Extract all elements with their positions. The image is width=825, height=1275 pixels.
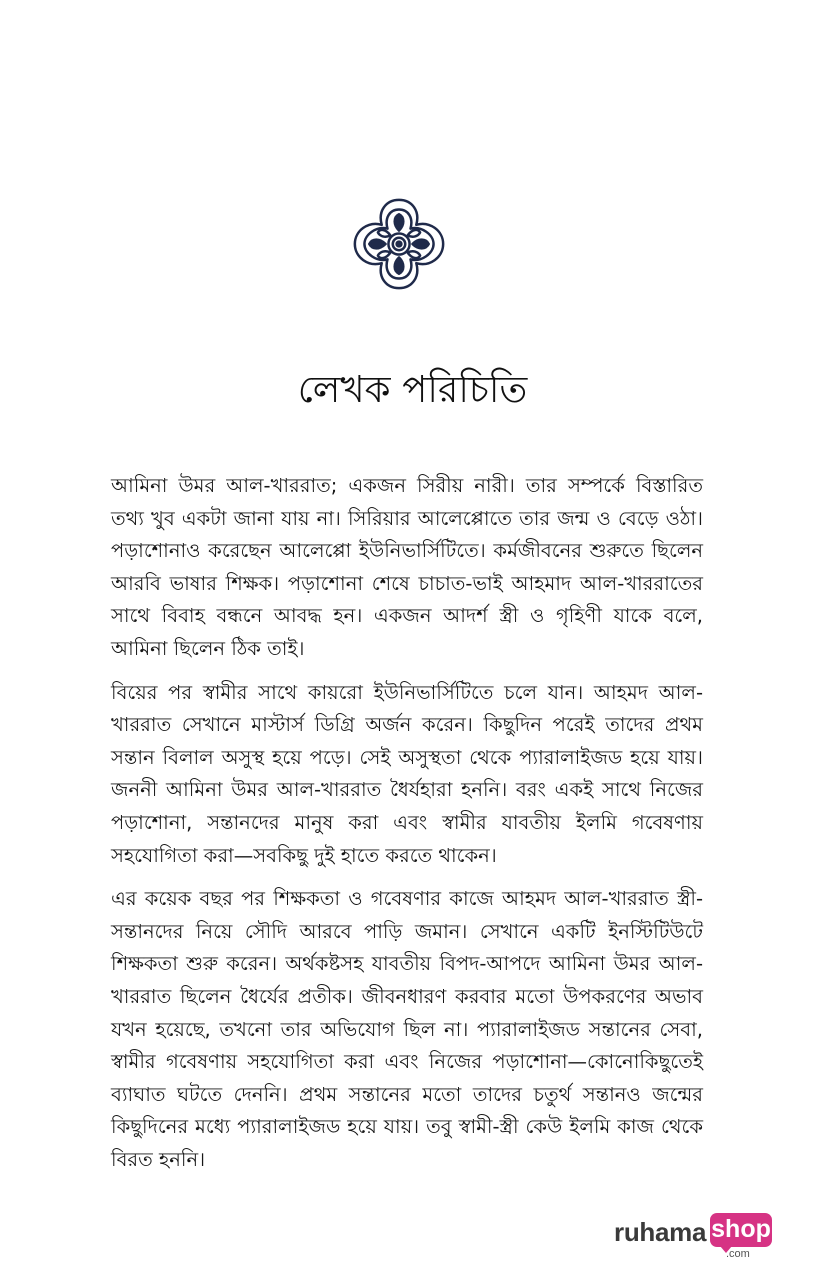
bio-paragraph-3: এর কয়েক বছর পর শিক্ষকতা ও গবেষণার কাজে আহমদ আল-খাররাত স্ত্রী-সন্তানদের নিয়ে সৌদি আরবে পাড়ি জমান। সেখানে একটি ইনস্টিটিউটে শিক্ষকতা শুরু করেন। অর্থকষ্টসহ যাবতীয় বিপদ-আপদে আমিনা উমর আল-খাররাত ছিলেন ধৈর্যের প্রতীক। জীবনধারণ করবার মতো উপকরণের অভাব যখন হয়েছে, তখনো তার অভিযোগ ছিল না। প্যারালাইজড সন্তানের সেবা, স্বামীর গবেষণায় সহযোগিতা করা এবং নিজের পড়াশোনা—কোনোকিছুতেই ব্যাঘাত ঘটতে দেননি। প্রথম সন্তানের মতো তাদের চতুর্থ সন্তানও জন্মের কিছুদিনের মধ্যে প্যারালাইজড হয়ে যায়। তবু স্বামী-স্ত্রী কেউ ইলমি কাজ থেকে বিরত হননি। [111, 887, 703, 1171]
logo-shop-badge: shop [710, 1213, 772, 1247]
floral-ornament-icon [351, 196, 447, 292]
author-bio [111, 470, 703, 1187]
ruhamashop-logo [614, 1213, 779, 1261]
bio-paragraph-2: বিয়ের পর স্বামীর সাথে কায়রো ইউনিভার্সিটিতে চলে যান। আহমদ আল-খাররাত সেখানে মাস্টার্স ডিগ্রি অর্জন করেন। কিছুদিন পরেই তাদের প্রথম সন্তান বিলাল অসুস্থ হয়ে পড়ে। সেই অসুস্থতা থেকে প্যারালাইজড হয়ে যায়। জননী আমিনা উমর আল-খাররাত ধৈর্যহারা হননি। বরং একই সাথে নিজের পড়াশোনা, সন্তানদের মানুষ করা এবং স্বামীর যাবতীয় ইলমি গবেষণায় সহযোগিতা করা—সবকিছু দুই হাতে করতে থাকেন। [111, 680, 703, 867]
logo-brand-text: ruhama [614, 1217, 707, 1247]
page-title: লেখক পরিচিতি [297, 368, 528, 411]
bio-paragraph-1: আমিনা উমর আল-খাররাত; একজন সিরীয় নারী। তার সম্পর্কে বিস্তারিত তথ্য খুব একটা জানা যায় না। সিরিয়ার আলেপ্পোতে তার জন্ম ও বেড়ে ওঠা। পড়াশোনাও করেছেন আলেপ্পো ইউনিভার্সিটিতে। কর্মজীবনের শুরুতে ছিলেন আরবি ভাষার শিক্ষক। পড়াশোনা শেষে চাচাত-ভাই আহমাদ আল-খাররাতের সাথে বিবাহ বন্ধনে আবদ্ধ হন। একজন আদর্শ স্ত্রী ও গৃহিণী যাকে বলে, আমিনা ছিলেন ঠিক তাই। [111, 474, 703, 660]
logo-domain-suffix: .com [726, 1248, 750, 1260]
